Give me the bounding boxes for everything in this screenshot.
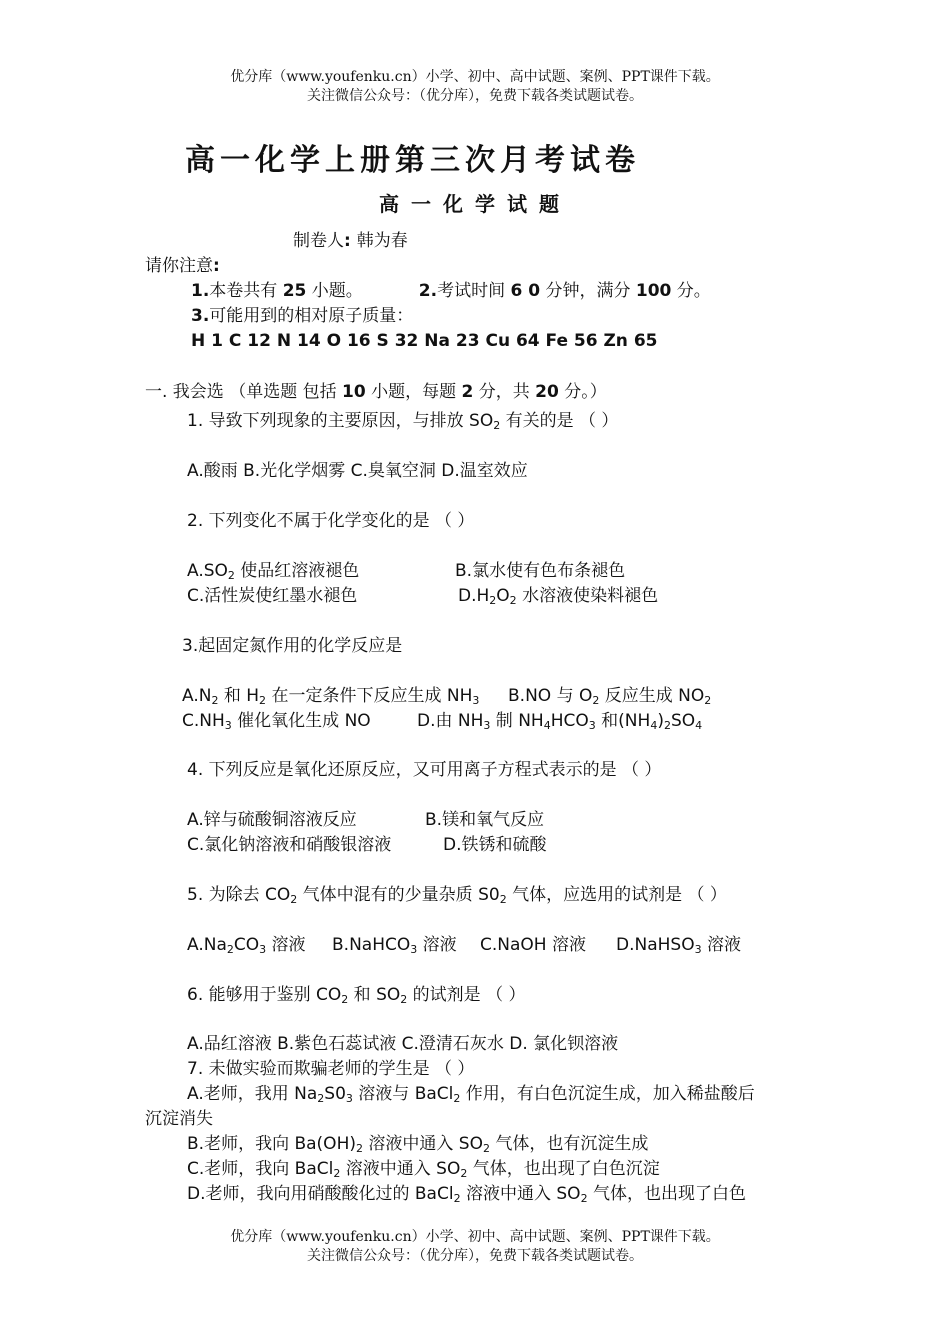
question-2-option-b: B.氯水使有色布条褪色 (455, 561, 626, 581)
question-7-option-a: A.老师，我用 $Na_2S0_3$ 溶液与 BaCl$_2$ 作用，有白色沉淀生成，加入稀盐酸后 (187, 1084, 755, 1105)
question-1-stem: 1. 导致下列现象的主要原因，与排放 $SO_2$ 有关的是 （ ） (187, 411, 619, 432)
author-line: 制卷人: 韩为春 (293, 231, 408, 251)
question-5-stem: 5. 为除去 $CO_2$ 气体中混有的少量杂质 $S0_2$ 气体，应选用的试剂是 （ ） (187, 885, 727, 906)
question-5-option-a: $A.Na_2CO_3$ 溶液 (187, 935, 306, 956)
question-5-option-b: B.NaHCO$_3$ 溶液 (332, 935, 457, 956)
question-7-stem: 7. 未做实验而欺骗老师的学生是 （ ） (187, 1059, 475, 1079)
question-2-option-a: $A.SO_2$ 使品红溶液褪色 (187, 561, 360, 582)
note-3: 3.可能用到的相对原子质量： (191, 306, 414, 326)
page-footer-line2: 关注微信公众号：（优分库），免费下载各类试题试卷。 (307, 1248, 643, 1264)
question-7-option-d: D.老师，我向用硝酸酸化过的 BaCl$_2$ 溶液中通入 $SO_2$ 气体，也出现了白色 (187, 1184, 746, 1205)
question-4-option-c: C.氯化钠溶液和硝酸银溶液 (187, 835, 392, 855)
question-5-option-d: D.NaHSO$_3$ 溶液 (616, 935, 741, 956)
question-5-option-c: C.NaOH 溶液 (480, 935, 586, 955)
page-header-line1: 优分库（www.youfenku.cn）小学、初中、高中试题、案例、PPT课件下载。 (230, 69, 720, 85)
question-2-stem: 2. 下列变化不属于化学变化的是 （ ） (187, 511, 475, 531)
question-4-option-a: A.锌与硫酸铜溶液反应 (187, 810, 357, 830)
question-2-option-d: $D.H_2O_2$ 水溶液使染料褪色 (458, 586, 659, 607)
question-4-stem: 4. 下列反应是氧化还原反应，又可用离子方程式表示的是 （ ） (187, 760, 662, 780)
question-7-option-c: C.老师，我向 BaCl$_2$ 溶液中通入 $SO_2$ 气体，也出现了白色沉淀 (187, 1159, 660, 1180)
question-4-option-d: D.铁锈和硫酸 (443, 835, 547, 855)
question-3-option-c: $C.NH_3$ 催化氧化生成 NO (182, 711, 371, 732)
author-label: 制卷人 (293, 231, 344, 251)
page-footer-line1: 优分库（www.youfenku.cn）小学、初中、高中试题、案例、PPT课件下载。 (230, 1229, 720, 1245)
note-1-2: 1.本卷共有 25 小题。 2.考试时间 6 0 分钟，满分 100 分。 (191, 281, 711, 301)
question-1-options: A.酸雨 B.光化学烟雾 C.臭氧空洞 D.温室效应 (187, 461, 528, 481)
question-3-stem: 3.起固定氮作用的化学反应是 (182, 636, 403, 656)
question-3-option-b: B.NO 与 $O_2$ 反应生成 $NO_2$ (508, 686, 712, 707)
question-6-stem: 6. 能够用于鉴别 $CO_2$ 和 $SO_2$ 的试剂是 （ ） (187, 985, 526, 1006)
exam-title: 高一化学上册第三次月考试卷 (185, 143, 640, 178)
section-1-heading: 一. 我会选 （单选题 包括 10 小题，每题 2 分，共 20 分。） (145, 382, 607, 402)
page-header-line2: 关注微信公众号：（优分库），免费下载各类试题试卷。 (307, 88, 643, 104)
question-2-option-c: C.活性炭使红墨水褪色 (187, 586, 358, 606)
question-3-option-a: $A.N_2$ 和 $H_2$ 在一定条件下反应生成 $NH_3$ (182, 686, 480, 707)
question-3-option-d: D.由 $NH_3$ 制 $NH_4HCO_3$ 和$(NH_4)_2SO_4$ (417, 711, 703, 732)
question-7-option-b: B.老师，我向 $Ba(OH)_2$ 溶液中通入 $SO_2$ 气体，也有沉淀生成 (187, 1134, 649, 1155)
author-name: 韩为春 (356, 231, 408, 251)
atomic-masses: H 1 C 12 N 14 O 16 S 32 Na 23 Cu 64 Fe 56 Zn 65 (191, 331, 658, 351)
question-7-option-a-continued: 沉淀消失 (145, 1109, 213, 1129)
question-4-option-b: B.镁和氧气反应 (425, 810, 545, 830)
exam-subtitle: 高一化学试题 (379, 192, 571, 216)
notice-heading: 请你注意: (145, 256, 220, 276)
question-6-options: A.品红溶液 B.紫色石蕊试液 C.澄清石灰水 D. 氯化钡溶液 (187, 1034, 619, 1054)
